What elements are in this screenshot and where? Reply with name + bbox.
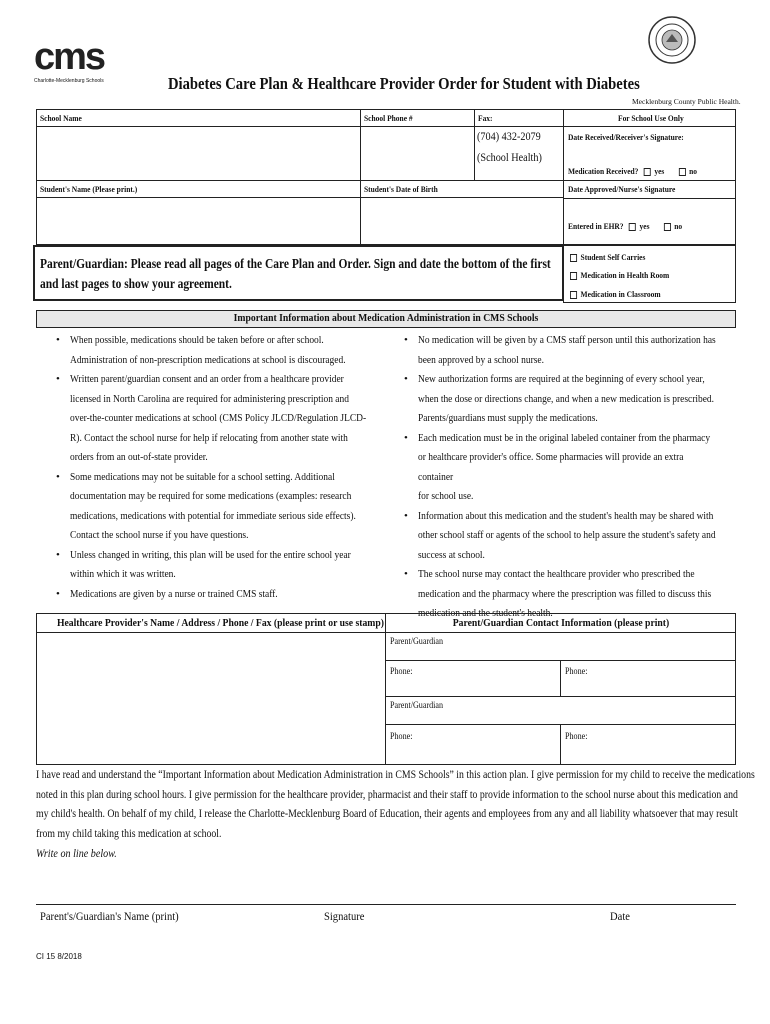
provider-label: Healthcare Provider's Name / Address / Phone / Fax (please print or use stamp) — [56, 617, 384, 629]
no-label: no — [674, 221, 683, 231]
ehr-label: Entered in EHR? — [568, 221, 624, 231]
info-title: Important Information about Medication Administration in CMS Schools — [233, 312, 539, 324]
info-list-right — [400, 331, 750, 624]
info-item: • Information about this medication and the student's health may be shared with other school staff or agents of the school to help assure the student's safety and success at school. — [400, 507, 750, 566]
medication-received-label: Medication Received? — [568, 166, 639, 176]
carry-option-classroom[interactable] — [570, 289, 661, 299]
contact-label: Parent/Guardian Contact Information (please print) — [452, 617, 670, 629]
info-list-left — [52, 331, 402, 604]
signature-label: Signature — [324, 909, 365, 923]
phone-1-label: Phone: — [390, 666, 413, 676]
date-label: Date — [610, 909, 630, 923]
logo-text: cms — [34, 36, 105, 78]
fax-note: (School Health) — [477, 150, 542, 164]
phone-3-label: Phone: — [390, 731, 413, 741]
consent-paragraph — [36, 766, 762, 844]
carry-option-label: Student Self Carries — [580, 252, 646, 262]
info-item: • The school nurse may contact the healthcare provider who prescribed the medication and the pharmacy where the prescription was filled to discuss this medication and the student's health. — [400, 565, 750, 624]
carry-option-label: Medication in Health Room — [580, 270, 670, 280]
parent-guardian-1-label: Parent/Guardian — [390, 636, 444, 646]
health-room-checkbox[interactable] — [570, 272, 577, 280]
classroom-checkbox[interactable] — [570, 291, 577, 299]
parent-guardian-2-label: Parent/Guardian — [390, 700, 444, 710]
school-phone-field[interactable] — [362, 128, 472, 178]
fax-label: Fax: — [478, 113, 493, 123]
ehr-row — [568, 221, 682, 231]
student-name-field[interactable] — [38, 199, 358, 243]
yes-label: yes — [654, 166, 665, 176]
dob-label: Student's Date of Birth — [364, 184, 438, 194]
school-name-field[interactable] — [38, 128, 358, 178]
dob-field[interactable] — [362, 199, 560, 243]
carry-option-label: Medication in Classroom — [580, 289, 661, 299]
logo-subtitle: Charlotte-Mecklenburg Schools — [34, 78, 104, 84]
info-item: • New authorization forms are required at the beginning of every school year, when the dose or directions change, and when a new medication is prescribed. Parents/guardians must supply the medications. — [400, 370, 750, 429]
student-name-label: Student's Name (Please print.) — [40, 184, 138, 194]
consent-line: my child's health. On behalf of my child, I release the Charlotte-Mecklenburg Board of Education, their agents and employees from any and all liability whatsoever that may result — [36, 808, 738, 820]
parent-notice: Parent/Guardian: Please read all pages of the Care Plan and Order. Sign and date the bottom of the first and last pages to show your agreement. — [40, 257, 551, 292]
med-received-no-checkbox[interactable] — [679, 168, 686, 176]
info-item: • Unless changed in writing, this plan will be used for the entire school year within which it was written. — [52, 546, 402, 585]
cms-logo — [34, 36, 105, 94]
signature-line[interactable] — [36, 904, 736, 905]
phone-4-label: Phone: — [565, 731, 588, 741]
info-item: • Some medications may not be suitable for a school setting. Additional documentation may be required for some medications (examples: research medications, medications with potential for immediate serious side effects). Contact the school nurse if you have questions. — [52, 468, 402, 546]
info-item: • Written parent/guardian consent and an order from a healthcare provider licensed in North Carolina are required for administering prescription and over-the-counter medications at school (CMS Policy JLCD/Regulation JLCD- R). Contact the school nurse for help if relocating from another state with orders from an out-of-state provider. — [52, 370, 402, 468]
info-item: • Medications are given by a nurse or trained CMS staff. — [52, 585, 402, 605]
page-title: Diabetes Care Plan & Healthcare Provider Order for Student with Diabetes — [168, 74, 640, 93]
consent-line: noted in this plan during school hours. I give permission for the healthcare provider, pharmacist and their staff to provide information to the school nurse about this medication and — [36, 788, 738, 801]
no-label: no — [689, 166, 698, 176]
consent-line: from my child taking this medication at school. — [36, 827, 222, 840]
phone-2-label: Phone: — [565, 666, 588, 676]
carry-option-health-room[interactable] — [570, 270, 669, 280]
school-name-label: School Name — [40, 113, 82, 123]
date-received-label: Date Received/Receiver's Signature: — [568, 132, 684, 142]
carry-option-self[interactable] — [570, 252, 645, 262]
med-received-yes-checkbox[interactable] — [644, 168, 651, 176]
consent-line: I have read and understand the “Important Information about Medication Administration in CMS Schools” in this action plan. I give permission for my child to receive the medications — [36, 769, 755, 781]
provider-field[interactable] — [38, 634, 383, 763]
info-item: • When possible, medications should be taken before or after school. Administration of non-prescription medications at school is discouraged. — [52, 331, 402, 370]
county-health-label: Mecklenburg County Public Health. — [632, 97, 741, 106]
write-on-line-note: Write on line below. — [36, 848, 117, 860]
fax-value: (704) 432-2079 — [477, 129, 541, 143]
form-code: CI 15 8/2018 — [36, 952, 82, 961]
medication-received-row — [568, 166, 697, 176]
office-use-label: For School Use Only — [618, 113, 684, 123]
self-carries-checkbox[interactable] — [570, 254, 577, 262]
yes-label: yes — [639, 221, 650, 231]
date-approved-label: Date Approved/Nurse's Signature — [568, 184, 676, 194]
info-item: • No medication will be given by a CMS staff person until this authorization has been approved by a school nurse. — [400, 331, 750, 370]
ehr-no-checkbox[interactable] — [664, 223, 671, 231]
info-item: • Each medication must be in the original labeled container from the pharmacy or healthcare provider's office. Some pharmacies will provide an extra container for school use. — [400, 429, 750, 507]
school-phone-label: School Phone # — [364, 113, 413, 123]
parent-name-label: Parent's/Guardian's Name (print) — [40, 909, 179, 923]
ehr-yes-checkbox[interactable] — [629, 223, 636, 231]
county-seal-icon — [648, 16, 696, 64]
